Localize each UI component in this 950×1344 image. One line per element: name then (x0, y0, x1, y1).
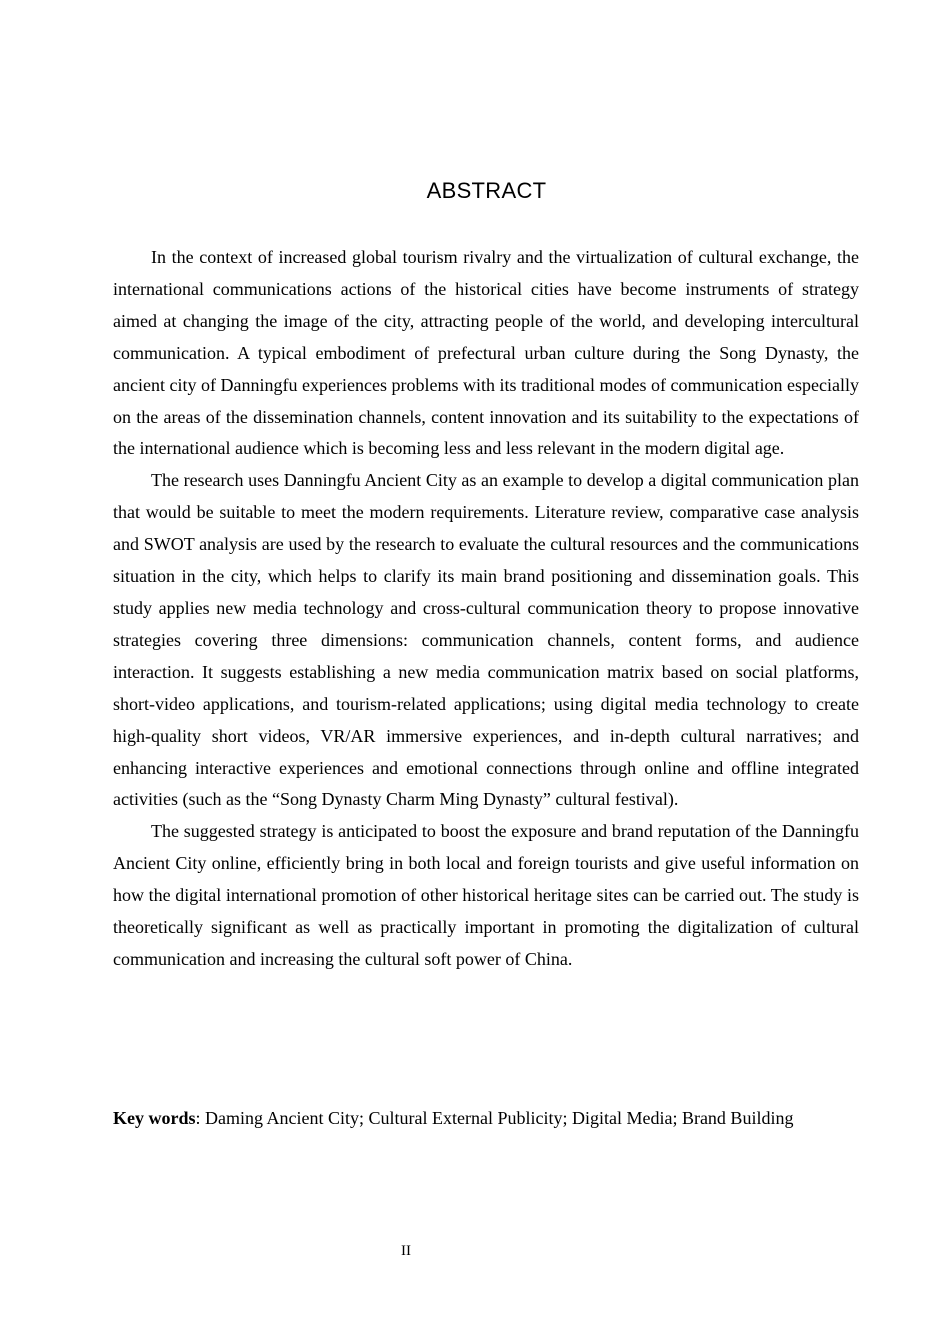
keywords-text: Daming Ancient City; Cultural External Publicity; Digital Media; Brand Building (205, 1108, 794, 1128)
page-number: II (401, 1243, 411, 1259)
abstract-paragraph-3: The suggested strategy is anticipated to boost the exposure and brand reputation of the Danningfu Ancient City online, efficiently bring in both local and foreign tourists and give useful information on how the digital international promotion of other historical heritage sites can be carried out. The study is theoretically significant as well as practically important in promoting the digitalization of cultural communication and increasing the cultural soft power of China. (113, 821, 859, 969)
abstract-title: ABSTRACT (426, 178, 547, 203)
abstract-body (113, 242, 859, 976)
keywords-line (113, 1103, 859, 1135)
keywords-separator: : (195, 1108, 206, 1128)
abstract-paragraph-1: In the context of increased global tourism rivalry and the virtualization of cultural exchange, the international communications actions of the historical cities have become instruments of strategy aimed at changing the image of the city, attracting people of the world, and developing intercultural communication. A typical embodiment of prefectural urban culture during the Song Dynasty, the ancient city of Danningfu experiences problems with its traditional modes of communication especially on the areas of the dissemination channels, content innovation and its suitability to the expectations of the international audience which is becoming less and less relevant in the modern digital age. (113, 247, 859, 459)
keywords-label: Key words (113, 1108, 196, 1128)
abstract-paragraph-2: The research uses Danningfu Ancient City as an example to develop a digital communication plan that would be suitable to meet the modern requirements. Literature review, comparative case analysis and SWOT analysis are used by the research to evaluate the cultural resources and the communications situation in the city, which helps to clarify its main brand positioning and dissemination goals. This study applies new media technology and cross-cultural communication theory to propose innovative strategies covering three dimensions: communication channels, content forms, and audience interaction. It suggests establishing a new media communication matrix based on social platforms, short-video applications, and tourism-related applications; using digital media technology to create high-quality short videos, VR/AR immersive experiences, and in-depth cultural narratives; and enhancing interactive experiences and emotional connections through online and offline integrated activities (such as the “Song Dynasty Charm Ming Dynasty” cultural festival). (113, 470, 859, 810)
